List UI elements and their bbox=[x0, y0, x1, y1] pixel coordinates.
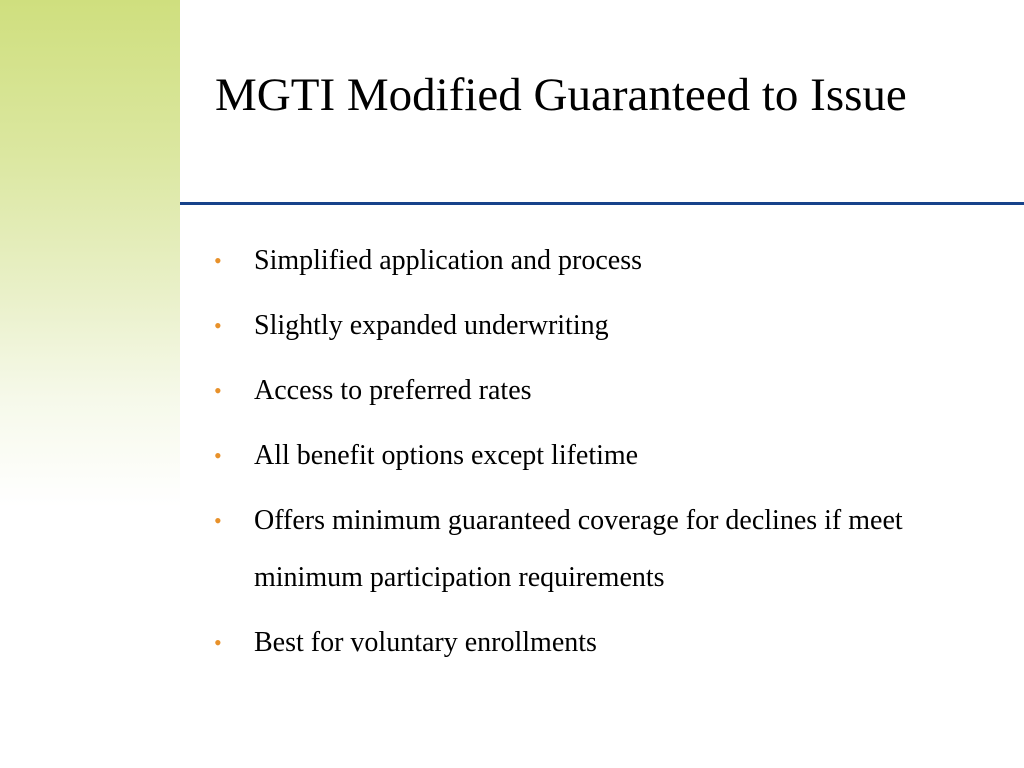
bullet-item bbox=[214, 362, 994, 419]
bullet-item bbox=[214, 614, 994, 671]
slide-title: MGTI Modified Guaranteed to Issue bbox=[215, 69, 907, 121]
bullet-text: Access to preferred rates bbox=[254, 375, 532, 406]
bullet-icon: • bbox=[214, 443, 222, 468]
decorative-side-band bbox=[0, 0, 180, 768]
bullet-icon: • bbox=[214, 248, 222, 273]
bullet-item bbox=[214, 492, 994, 606]
bullet-icon: • bbox=[214, 378, 222, 403]
bullet-text: All benefit options except lifetime bbox=[254, 440, 639, 471]
bullet-icon: • bbox=[214, 313, 222, 338]
title-divider bbox=[180, 202, 1024, 205]
bullet-text: Best for voluntary enrollments bbox=[254, 627, 597, 658]
bullet-text: Offers minimum guaranteed coverage for declines if meet minimum participation requirements bbox=[254, 505, 903, 593]
bullet-text: Simplified application and process bbox=[254, 245, 643, 276]
bullet-icon: • bbox=[214, 630, 222, 655]
bullet-item bbox=[214, 297, 994, 354]
bullet-item bbox=[214, 427, 994, 484]
bullet-icon: • bbox=[214, 508, 222, 533]
bullet-list bbox=[214, 232, 994, 679]
bullet-item bbox=[214, 232, 994, 289]
bullet-text: Slightly expanded underwriting bbox=[254, 310, 609, 341]
